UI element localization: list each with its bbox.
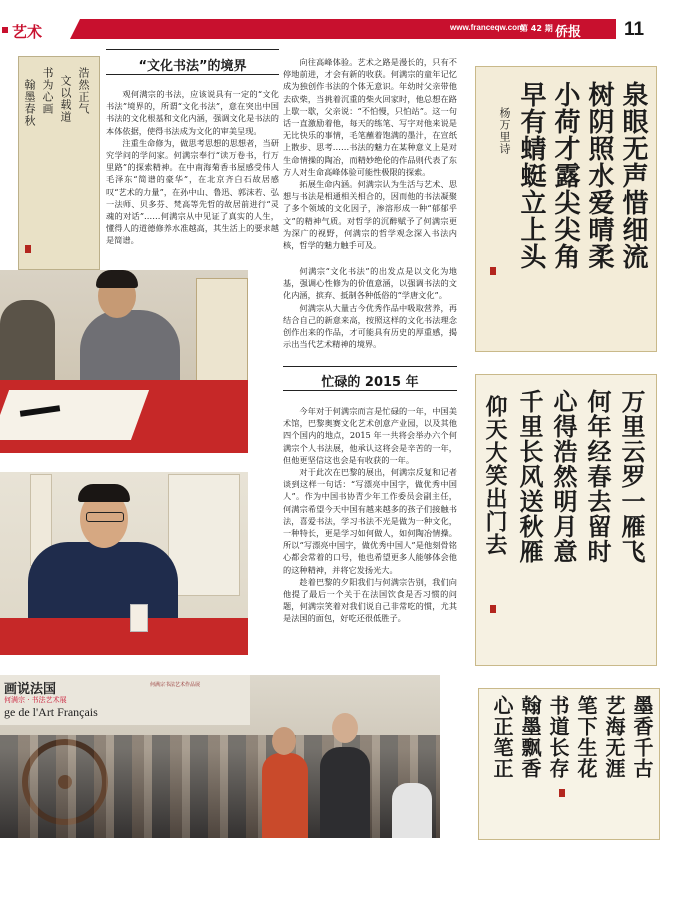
- article1-right-column: [283, 56, 457, 251]
- scroll-column: 墨香千古: [630, 695, 654, 779]
- article1-continued: [283, 265, 457, 350]
- glass-cup: [130, 604, 148, 632]
- banner-french: ge de l'Art Français: [4, 705, 98, 719]
- article2-title: 忙碌的 2015 年: [321, 375, 419, 390]
- section-label: 艺术: [12, 23, 43, 41]
- title2-rule-top: [283, 366, 457, 367]
- title-rule-top: [106, 49, 279, 50]
- paragraph: 对于此次在巴黎的展出，何满宗反复和记者谈到这样一句话：“写漂亮中国字，做优秀中国人”。作为中国书协青少年工作委员会副主任，何满宗希望今天中国有越来越多的孩子们接触书法，喜爱书法，学习书法不光是做为一种文化，一种特长，更是学习如何做人，如何陶冶情操。所以“写漂亮中国字，做优秀中国人”是他刻骨铭心都会常着的口号，他也希望更多人能够体会他的这种精神，并将它发扬光大。: [283, 467, 457, 575]
- seal-stamp: [559, 789, 565, 797]
- scroll-column: 笔下生花: [574, 695, 598, 779]
- section-marker: [2, 27, 8, 33]
- scroll-column: 心正笔正: [490, 695, 514, 779]
- group-photo: [0, 675, 440, 838]
- scroll-column: 翰墨飘香: [518, 695, 542, 779]
- paragraph: 今年对于何满宗而言是忙碌的一年，中国美术馆，巴黎奥赛文化艺术创意产业园，以及其他四个国内的地点，2015 年一共将会举办六个何满宗个人书法展，他承认这将会是辛苦的一年，但他更坚信这也会是有收获的一年。: [283, 406, 457, 465]
- artist-hair: [96, 270, 138, 288]
- wall-scroll: [196, 278, 248, 390]
- glasses: [86, 512, 124, 522]
- calligraphy-scroll-top: [475, 66, 657, 352]
- scroll-column: 书道长存: [546, 695, 570, 779]
- title-rule-bottom: [106, 74, 279, 75]
- person-red-jacket: [262, 753, 308, 838]
- title2-rule-bottom: [283, 390, 457, 391]
- paragraph: 拓展生命内涵。何满宗认为生活与艺术、思想与书法是相通相关相合的，因而他的书法凝聚了多个领域的文化因子，渗溶形成一种“郁郁乎文”的精神气质。对哲学的沉醉赋予了何满宗更为深广的视野，何满宗的哲学观念深入书法内核，哲学的魅力触手可及。: [283, 179, 457, 251]
- person-head: [272, 727, 296, 755]
- header-bar-notch: [70, 19, 80, 39]
- seal-stamp: [25, 245, 31, 253]
- scroll-column: 千里长风送秋雁: [515, 389, 544, 564]
- paragraph: 注重生命修为，做思考思想的思想者，当研究学问的学问家。何满宗奉行“读万卷书，行万里路”的探索精神。在中南海菊香书屋感受伟人毛泽东“简谱的豪华”，在北京齐白石故居感叹“艺术的力量”，在孙中山、鲁迅、郭沫若、弘一法师、贝多芬、梵高等先哲的故居前进行“灵魂的对话”……何满宗从中见证了真实的人生，懂得人的道德修养水准越高，其生活上的要求越是简谱。: [106, 137, 279, 246]
- scroll-column: 早有蜻蜓立上头: [516, 81, 546, 270]
- banner-subtitle: 何满宗 · 书法艺术展: [4, 696, 67, 704]
- thumb-scroll-col: 浩然正气: [77, 67, 90, 115]
- banner-title: 画说法国: [4, 682, 57, 697]
- small-scroll-photo: [18, 56, 100, 270]
- scroll-column: 泉眼无声惜细流: [618, 81, 648, 270]
- article1-left-column: [106, 88, 279, 247]
- person-left: [0, 300, 55, 380]
- artist-hair: [78, 484, 130, 502]
- article2-column: [283, 405, 457, 625]
- scroll-column: 小荷才露尖尖角: [550, 81, 580, 270]
- calligraphy-scroll-middle: [475, 374, 657, 666]
- article1-title: “文化书法”的境界: [138, 59, 247, 74]
- crowd: [0, 735, 440, 838]
- back-poster: [168, 474, 240, 596]
- scroll-column: 树阴照水爱晴柔: [584, 81, 614, 270]
- scroll-column: 何年经春去留时: [583, 389, 612, 564]
- paragraph: 何满宗“文化书法”的出发点是以文化为地基，强调心性修为的价值意涵，以强调书法的文化内涵，摈弃、抵制各种低俗的“学唐文化”。: [283, 266, 457, 301]
- header-url[interactable]: www.franceqw.com: [450, 23, 525, 32]
- paragraph: 趁着巴黎的夕阳我们与何满宗告别，我们向他提了最后一个关于在法国饮食是否习惯的问题，何满宗笑着对我们说自己非常吃的惯，尤其是法国的面包，好吃还很低胜子。: [283, 576, 457, 624]
- calligraphy-scroll-bottom: [478, 688, 660, 840]
- thumb-scroll-col: 翰墨春秋: [23, 79, 36, 127]
- header-issue: 第 42 期: [520, 24, 553, 33]
- seal-stamp: [490, 267, 496, 275]
- header-brand: 侨报: [555, 25, 582, 40]
- thumb-scroll-col: 文以载道: [59, 75, 72, 123]
- artist-portrait-photo: [0, 472, 248, 655]
- page-number: 11: [624, 19, 645, 40]
- scroll-inscription: 杨万里诗: [498, 107, 511, 155]
- artist-writing-photo: [0, 270, 248, 453]
- seal-stamp: [490, 605, 496, 613]
- person-white-coat: [392, 783, 432, 838]
- person-dark-coat: [320, 747, 370, 838]
- person-head: [332, 713, 358, 743]
- paragraph: 向往高峰体验。艺术之路是漫长的，只有不停地前进，才会有新的收获。何满宗的童年记忆成为独创作书法的个体无意识。年幼时父亲带他去砍柴，当挑着沉重的柴火回家时，他总想在路上歇一歇，父亲说：“不怕慢，只怕站”。这一句话一直激励着他，每天的练笔、写字对他来说是无比快乐的事情，毛笔蘸着饱满的墨汁，在宣纸上散步、思考……书法的魅力在某种意义上是对生命情操的陶冶，而精妙绝伦的作品则代表了东方人对生命高峰体验可能性极限的探索。: [283, 57, 457, 177]
- banner-small: 何满宗书法艺术作品展: [150, 682, 201, 688]
- scroll-column: 仰天大笑出门去: [482, 395, 508, 556]
- exhibition-banner: [0, 675, 250, 725]
- scroll-column: 万里云罗一雁飞: [617, 389, 646, 564]
- paragraph: 何满宗从大量古今优秀作品中吸取营养，再结合自己的新意来高，按照这样的文化书法理念创作出来的作品，才可能具有历史的厚重感，揭示出当代艺术精神的境界。: [283, 302, 457, 350]
- thumb-scroll-col: 书为心画: [41, 67, 54, 115]
- paragraph: 观何满宗的书法，应该说具有一定的“文化书法”境界的，所谓“文化书法”，意在突出中国书法的文化根基和文化内涵，强调文化是书法的本体依据，使得书法成为文化的审美呈现。: [106, 89, 279, 136]
- scroll-column: 心得浩然明月意: [549, 389, 578, 564]
- red-table: [0, 618, 248, 655]
- scroll-column: 艺海无涯: [602, 695, 626, 779]
